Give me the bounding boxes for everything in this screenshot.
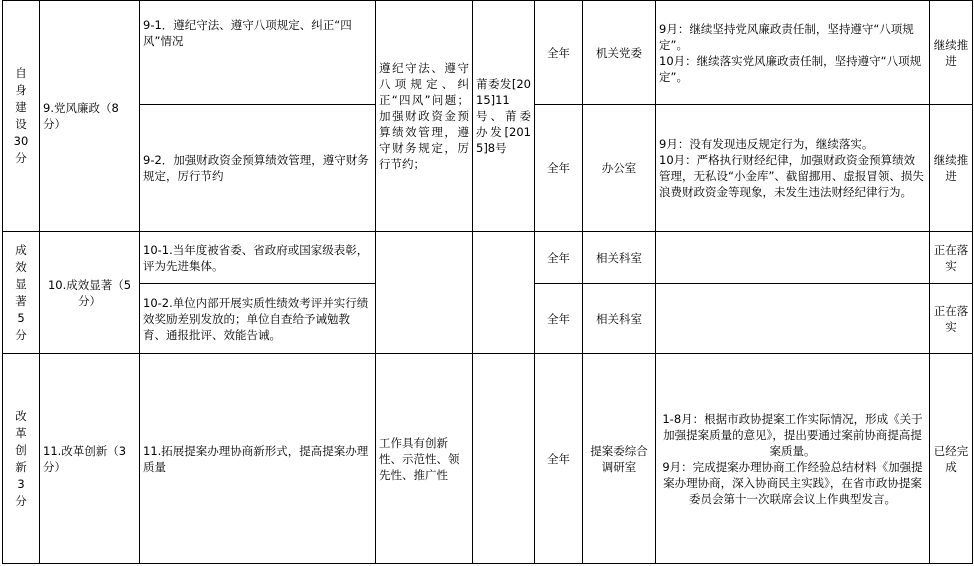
progress-cell: 9月：没有发现违反规定行为，继续落实。 10月：严格执行财经纪律，加强财政资金预算绩效管理，无私设“小金库”、截留挪用、虚报冒领、损失浪费财政资金等现象，未发生违法财经纪律行为。: [656, 105, 930, 232]
basis-cell: [473, 232, 535, 354]
indicator-cell: 9.党风廉政（8分）: [40, 1, 140, 232]
category-char: 著: [15, 293, 27, 308]
category-char: 身: [15, 83, 27, 97]
basis-cell: 莆委发[2015]11号、莆委办发[2015]8号: [473, 1, 535, 232]
category-char: 分: [15, 151, 27, 165]
dept-cell: 机关党委: [583, 1, 656, 105]
status-cell: 已经完成: [930, 354, 973, 564]
category-char: 改: [15, 408, 27, 423]
time-cell: 全年: [535, 354, 583, 564]
standard-cell: 遵纪守法、遵守八项规定、纠正“四风”问题；加强财政资金预算绩效管理，遵守财务规定，厉行节约；: [376, 1, 473, 232]
table-row: [3, 354, 973, 564]
category-char: 分: [15, 327, 27, 342]
category-char: 创: [15, 442, 27, 457]
standard-cell: 工作具有创新性、示范性、领先性、推广性: [376, 354, 473, 564]
status-cell: 正在落实: [930, 232, 973, 284]
progress-cell: 1-8月：根据市政协提案工作实际情况，形成《关于加强提案质量的意见》，提出要通过案前协商提高提案质量。 9月：完成提案办理协商工作经验总结材料《加强提案办理协商，深入协商民主实践》，在省市政协提案委员会第十一次联席会议上作典型发言。: [656, 354, 930, 564]
status-cell: 继续推进: [930, 1, 973, 105]
category-char: 成: [15, 242, 27, 257]
work-progress-table: [2, 0, 973, 564]
category-char: 显: [15, 276, 27, 291]
category-cell: [3, 232, 40, 354]
category-char: 30: [13, 134, 29, 148]
category-char: 分: [15, 493, 27, 508]
category-char: 自: [15, 66, 27, 80]
standard-cell: [376, 232, 473, 354]
category-char: 新: [15, 459, 27, 474]
dept-cell: 相关科室: [583, 232, 656, 284]
progress-cell: 9月：继续坚持党风廉政责任制，坚持遵守“八项规定”。 10月：继续落实党风廉政责任制，坚持遵守“八项规定”。: [656, 1, 930, 105]
detail-cell: 10-1.当年度被省委、省政府或国家级表彰，评为先进集体。: [140, 232, 376, 284]
indicator-cell: 10.成效显著（5分）: [40, 232, 140, 354]
time-cell: 全年: [535, 1, 583, 105]
category-cell: [3, 1, 40, 232]
progress-cell: [656, 232, 930, 284]
status-cell: 继续推进: [930, 105, 973, 232]
category-char: 设: [15, 117, 27, 131]
detail-cell: 9-2．加强财政资金预算绩效管理，遵守财务规定，厉行节约: [140, 105, 376, 232]
detail-cell: 11.拓展提案办理协商新形式，提高提案办理质量: [140, 354, 376, 564]
table-row: [3, 1, 973, 105]
indicator-cell: 11.改革创新（3分）: [40, 354, 140, 564]
category-char: 革: [15, 425, 27, 440]
time-cell: 全年: [535, 232, 583, 284]
category-char: 5: [17, 310, 25, 325]
detail-cell: 9-1．遵纪守法、遵守八项规定、纠正“四风”情况: [140, 1, 376, 105]
dept-cell: 相关科室: [583, 284, 656, 354]
dept-cell: 提案委综合调研室: [583, 354, 656, 564]
time-cell: 全年: [535, 105, 583, 232]
category-char: 3: [17, 476, 25, 491]
detail-cell: 10-2.单位内部开展实质性绩效考评并实行绩效奖励差别发放的；单位自查给予诫勉教育、通报批评、效能告诫。: [140, 284, 376, 354]
category-char: 建: [15, 100, 27, 114]
category-char: 效: [15, 259, 27, 274]
basis-cell: [473, 354, 535, 564]
status-cell: 正在落实: [930, 284, 973, 354]
category-cell: [3, 354, 40, 564]
dept-cell: 办公室: [583, 105, 656, 232]
table-row: [3, 232, 973, 284]
time-cell: 全年: [535, 284, 583, 354]
progress-cell: [656, 284, 930, 354]
